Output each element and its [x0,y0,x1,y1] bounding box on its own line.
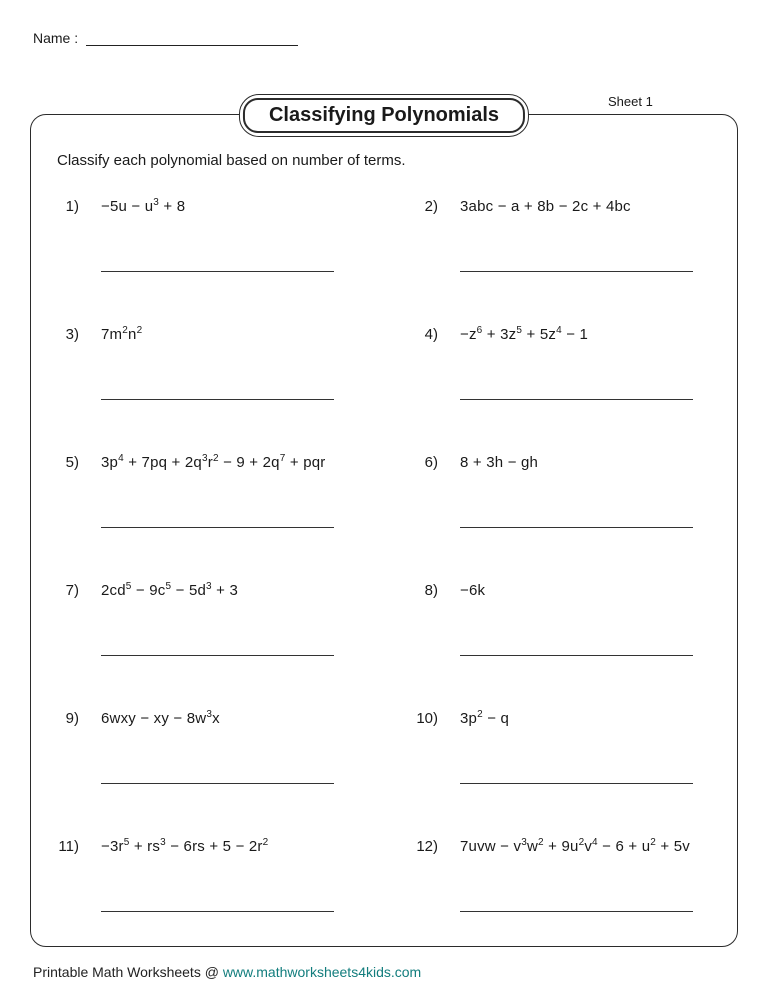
problem-item [404,326,723,454]
problem-number: 5) [65,454,79,471]
name-row [33,28,298,46]
problem-expression: $3p^4 + 7pq + 2q^3r^2 - 9 + 2q^7$ + pqr [101,453,326,471]
problem-number: 3) [65,326,79,343]
footer-text [33,964,421,980]
problem-expression: $7uvw - v^3w^2 + 9u^2v^4 - 6 + u^2 + 5v$ [460,837,690,855]
problem-number: 4) [424,326,438,343]
problem-item [404,454,723,582]
problem-item [45,454,364,582]
instruction-text: Classify each polynomial based on number of terms. [57,152,406,169]
problem-number: 11) [58,838,79,855]
problem-number: 12) [416,838,438,855]
problem-item [404,582,723,710]
answer-blank-line [101,527,334,528]
problem-number: 10) [416,710,438,727]
problem-number: 6) [424,454,438,471]
worksheet-link[interactable]: www.mathworksheets4kids.com [222,964,422,980]
problem-item [45,582,364,710]
name-label: Name : [33,30,79,46]
answer-blank-line [460,399,693,400]
problem-expression: 6wxy − xy − $8w^3x$ [101,709,220,727]
problem-item [45,198,364,326]
problem-expression: $-5u - u^3 + 8$ [101,197,186,215]
page-title: Classifying Polynomials [243,98,525,133]
answer-blank-line [101,271,334,272]
answer-blank-line [460,271,693,272]
problem-expression: −6k [460,582,486,599]
problem-expression: $2cd^5 - 9c^5 - 5d^3 + 3$ [101,581,239,599]
problem-expression: $-3r^5 + rs^3 - 6rs + 5 - 2r^2$ [101,837,269,855]
answer-blank-line [460,527,693,528]
answer-blank-line [460,783,693,784]
problem-expression: 3abc − a + 8b − 2c + 4bc [460,198,631,215]
answer-blank-line [460,655,693,656]
answer-blank-line [101,655,334,656]
answer-blank-line [101,399,334,400]
problem-number: 1) [65,198,79,215]
problem-number: 9) [65,710,79,727]
problem-item [404,838,723,966]
problems-grid [45,198,723,966]
answer-blank-line [101,911,334,912]
problem-expression: $3p^2 - q$ [460,709,510,727]
problem-number: 2) [424,198,438,215]
title-badge [239,94,529,137]
problem-expression: 8 + 3h − gh [460,454,539,471]
problem-item [404,710,723,838]
problem-number: 7) [65,582,79,599]
problem-number: 8) [424,582,438,599]
answer-blank-line [101,783,334,784]
name-blank-line [86,28,298,46]
problem-item [404,198,723,326]
problem-item [45,710,364,838]
sheet-label: Sheet 1 [608,94,653,109]
footer-prefix: Printable Math Worksheets @ [33,964,223,980]
problem-expression: $7m^2n^2$ [101,325,143,343]
problem-expression: $-z^6 + 3z^5 + 5z^4 - 1$ [460,325,589,343]
problem-item [45,326,364,454]
answer-blank-line [460,911,693,912]
problem-item [45,838,364,966]
